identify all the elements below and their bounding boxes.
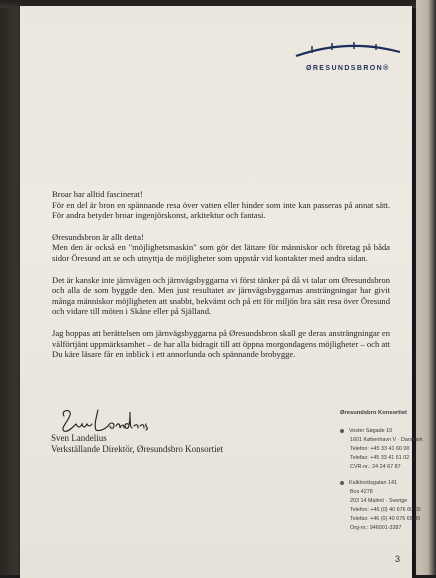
dk-phone: Telefon: +45 33 41 60 00 xyxy=(350,446,410,452)
contact-block xyxy=(340,409,430,533)
dk-fax: Telefax: +45 33 41 61 02 xyxy=(350,455,410,461)
se-address-city: 203 14 Malmö · Sverige xyxy=(350,498,408,504)
letter-body xyxy=(52,189,390,371)
se-org: Org-nr.: 946001-3387 xyxy=(350,525,402,531)
se-address-street: Kalkbrottsgatan 141 xyxy=(340,479,430,488)
contact-company: Øresundsbro Konsortiet xyxy=(340,410,407,416)
bridge-logo-icon xyxy=(292,40,404,64)
handwritten-signature xyxy=(58,406,154,436)
paragraph-3: Det är kanske inte järnvägen och järnvägsbyggarna vi först tänker på då vi talar om Øresundsbron och alla de som byggde den. Men just resultatet av järnvägsbyggarnas ansträngningar har givit många människor möjligheten att snabbt, bekvämt och på ett för miljön bra sätt resa över Öresund och vidare till möten i Skåne eller på Själland. xyxy=(52,274,390,317)
page-number: 3 xyxy=(395,554,401,564)
paragraph-2: Øresundsbron är allt detta! Men den är också en "möjlighetsmaskin" som gör det lättare för människor och företag på båda sidor Öresund att se och utnyttja de möjligheter som uppstår vid kontakter med andra sidan. xyxy=(52,231,390,263)
bullet-icon xyxy=(340,481,344,485)
logo-wordmark: ØRESUNDSBRON® xyxy=(306,65,390,72)
dk-address-street: Vester Søgade 10 xyxy=(340,427,430,436)
dk-cvr: CVR-nr.: 24 24 67 87 xyxy=(350,464,401,470)
background-left xyxy=(0,0,22,575)
se-fax: Telefax: +46 (0) 40 676 65 80 xyxy=(350,516,421,522)
signer-title: Verkställande Direktör, Øresundsbro Konsortiet xyxy=(51,444,224,454)
signer-name: Sven Landelius xyxy=(51,433,107,443)
document-page xyxy=(20,6,423,578)
se-address-box: Box 4278 xyxy=(350,489,373,495)
brand-logo xyxy=(292,40,404,80)
se-phone: Telefon: +46 (0) 40 676 60 00 xyxy=(350,507,421,513)
paragraph-1: Broar har alltid fascinerat! För en del är bron en spännande resa över vatten eller hinder som inte kan passeras på annat sätt. För andra betyder broar ingenjörskonst, arkitektur och fantasi. xyxy=(52,189,390,221)
dk-address-city: 1601 København V · Danmark xyxy=(350,437,423,443)
paragraph-4: Jag hoppas att berättelsen om järnvägsbyggarna på Øresundsbron skall ge deras ansträngningar en välförtjänt uppmärksamhet – de har alla bidragit till att öppna morgondagens möjligheter – och att Du käre läsare får en inblick i ett annorlunda och spännande brobygge. xyxy=(52,327,390,360)
bullet-icon xyxy=(340,429,344,433)
